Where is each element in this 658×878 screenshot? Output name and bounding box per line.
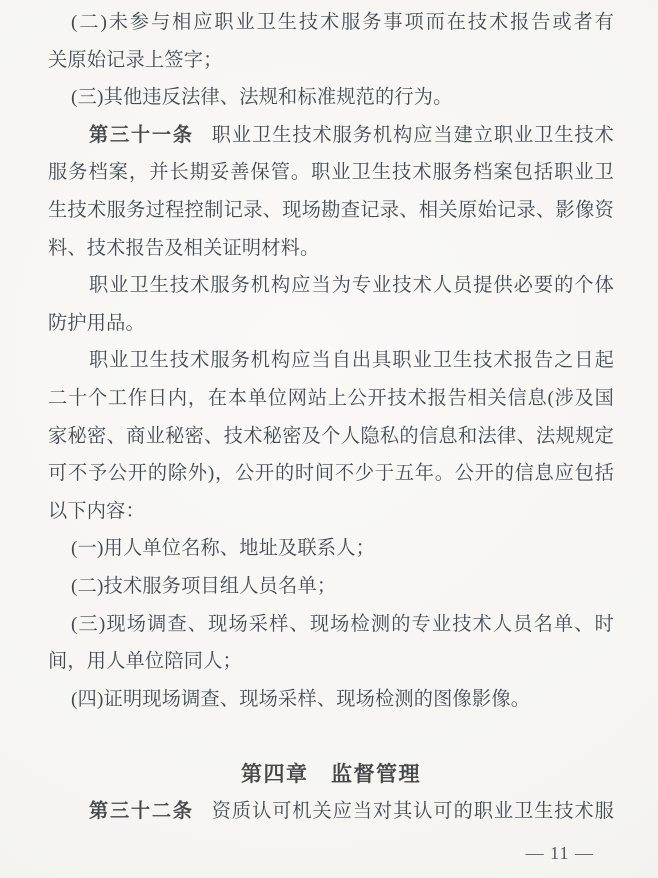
article-31-number: 第三十一条 [89,124,194,146]
doc-line-text: (三)现场调查、现场采样、现场检测的专业技术人员名单、时 [71,613,614,635]
doc-line-text: (四)证明现场调查、现场采样、现场检测的图像影像。 [71,688,531,710]
doc-line-article-32 [48,793,614,831]
doc-line [48,493,614,531]
doc-line-text: 生技术服务过程控制记录、现场勘查记录、相关原始记录、影像资 [48,199,614,221]
document-body [48,4,614,831]
doc-line-text: 可不予公开的除外)，公开的时间不少于五年。公开的信息应包括 [48,463,614,485]
article-32-number: 第三十二条 [89,801,194,823]
doc-line-text: (二)未参与相应职业卫生技术服务事项而在技术报告或者有 [71,12,614,33]
doc-line-text: 关原始记录上签字； [48,49,223,71]
doc-line [48,380,614,418]
doc-line-text: 服务档案，并长期妥善保管。职业卫生技术服务档案包括职业卫 [48,162,614,184]
doc-line-text: (二)技术服务项目组人员名单； [71,575,337,597]
doc-line-text: 料、技术报告及相关证明材料。 [48,237,320,259]
doc-line [48,305,614,343]
doc-line-text: 资质认可机关应当对其认可的职业卫生技术服 [211,801,614,823]
doc-line [48,42,614,80]
doc-line-text: 家秘密、商业秘密、技术秘密及个人隐私的信息和法律、法规规定 [48,425,614,447]
doc-line-text: 以下内容： [48,500,145,522]
doc-line [48,530,614,568]
doc-line [48,455,614,493]
doc-line [48,418,614,456]
blank-line [48,718,614,756]
chapter-heading: 第四章 监督管理 [241,761,421,786]
doc-line [48,79,614,117]
doc-line [48,681,614,719]
doc-line [48,154,614,192]
doc-line-text: 防护用品。 [48,312,145,334]
doc-line [48,643,614,681]
doc-line-text: 二十个工作日内，在本单位网站上公开技术报告相关信息(涉及国 [48,387,614,409]
doc-line [48,230,614,268]
doc-line-text: 职业卫生技术服务机构应当建立职业卫生技术 [211,124,614,146]
doc-line-text: 职业卫生技术服务机构应当为专业技术人员提供必要的个体 [89,275,614,297]
doc-line-text: (三)其他违反法律、法规和标准规范的行为。 [71,87,453,109]
doc-line-article-31 [48,117,614,155]
doc-line [48,192,614,230]
doc-line [48,267,614,305]
doc-line [48,342,614,380]
page-number: — 11 — [525,843,594,863]
doc-line-text: 职业卫生技术服务机构应当自出具职业卫生技术报告之日起 [89,350,614,372]
doc-line-text: (一)用人单位名称、地址及联系人； [71,538,375,560]
doc-line [48,4,614,42]
doc-line [48,606,614,644]
doc-line [48,568,614,606]
doc-line-text: 间，用人单位陪同人； [48,651,242,673]
